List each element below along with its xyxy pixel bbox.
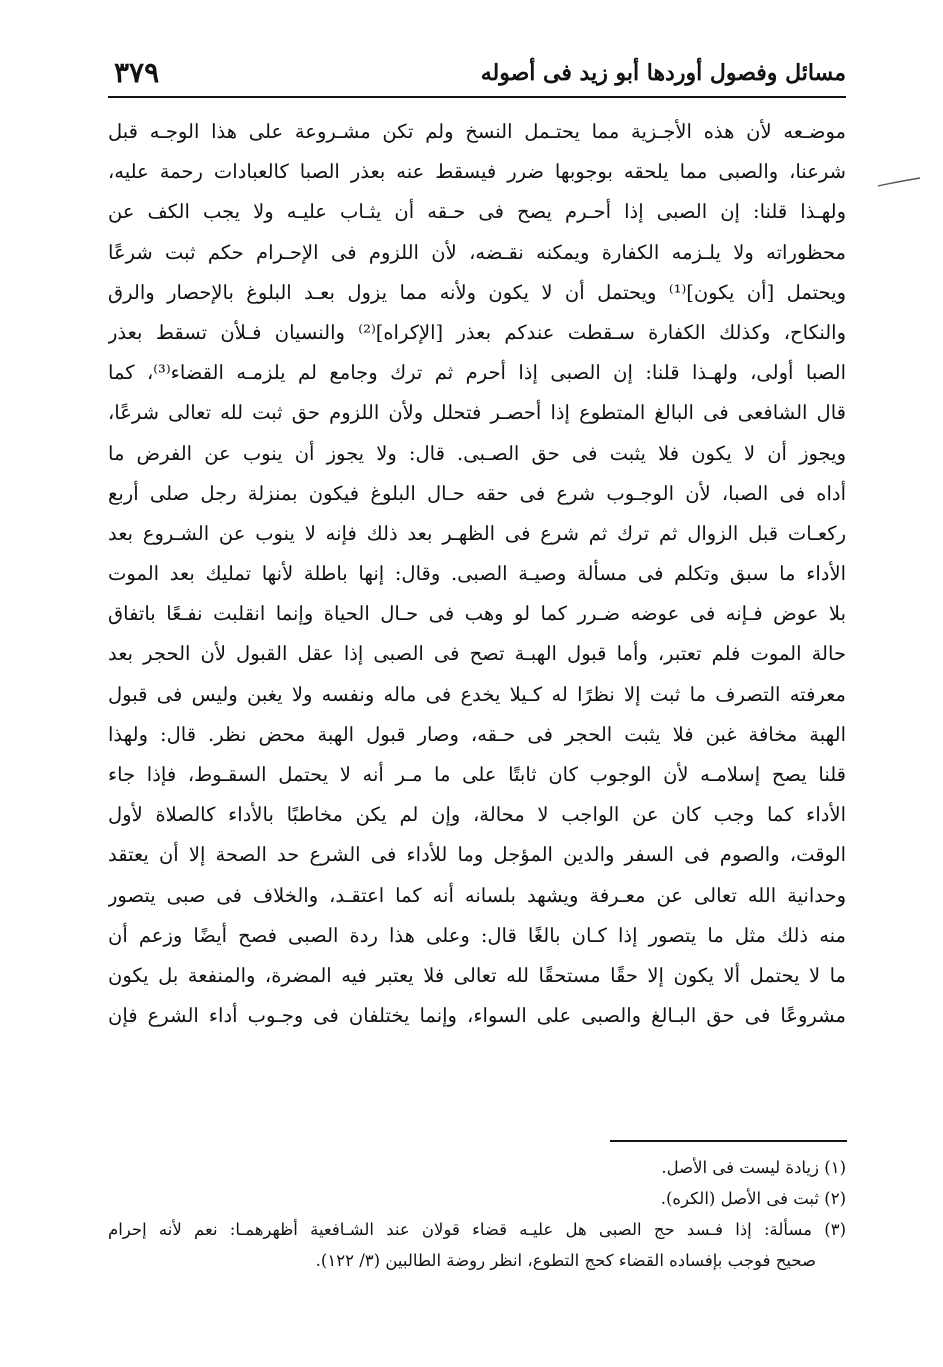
- body-line: شرعنا، والصبى مما يلحقه بوجوبها ضرر فيسقط عنه بعذر الصبا كالعبادات رحمة عليه،: [108, 160, 846, 184]
- body-line: منه ذلك مثل ما يتصور إذا كـان بالغًا قال: وعلى هذا ردة الصبى فصح أيضًا وزعم أن: [108, 923, 846, 947]
- body-line: الأداء ما سبق وتكلم فى مسألة وصيـة الصبى. وقال: إنها باطلة لأنها تمليك بعد الموت: [108, 562, 846, 586]
- margin-pen-mark: [876, 176, 922, 188]
- body-line: مشروعًا فى حق البـالغ والصبى على السواء، وإنما يختلفان فى وجـوب أداء الشرع فإن: [108, 1004, 846, 1028]
- body-text: [108, 112, 846, 1077]
- body-line: ركعـات قبل الزوال ثم ترك ثم شرع فى الظهـر بعد ذلك فإنه لا ينوب عن الشـروع بعد: [108, 521, 846, 545]
- body-line: ويحتمل [أن يكون]⁽¹⁾ ويحتمل أن لا يكون ولأنه مما يزول بعـد البلوغ بالإحصار والرق: [108, 280, 846, 304]
- footnotes: [108, 1152, 846, 1276]
- footnote-3: (٣) مسألة: إذا فـسد حج الصبى هل عليـه قضاء قولان عند الشـافعية أظهرهمـا: نعم لأنه إحرام: [108, 1220, 846, 1239]
- body-line: قلنا يصح إسلامـه لأن الوجوب كان ثابتًا على ما مـر أنه لا يحتمل السقـوط، فإذا جاء: [108, 763, 846, 786]
- body-line: ولهـذا قلنا: إن الصبى إذا أحـرم يصح فى حـقه أن يثـاب عليـه ولا يجب الكف عن: [108, 200, 846, 224]
- body-line: [108, 1036, 846, 1076]
- body-line: موضـعه لأن هذه الأجـزية مما يحتـمل النسخ ولم تكن مشـروعة على هذا الوجـه قبل: [108, 120, 846, 143]
- page-header: [108, 56, 846, 98]
- body-line: والنكاح، وكذلك الكفارة سـقطت عندكم بعذر [الإكراه]⁽²⁾ والنسيان فـلأن تسقط بعذر: [108, 320, 846, 344]
- footnote-3-continued: صحيح فوجب بإفساده القضاء كحج التطوع، انظر روضة الطالبين (٣/ ١٢٢).: [315, 1251, 816, 1270]
- body-line: الصبا أولى، ولهـذا قلنا: إن الصبى إذا أحرم ثم ترك وجامع لم يلزمـه القضاء⁽³⁾، كما: [108, 361, 846, 385]
- running-title: مسائل وفصول أوردها أبو زيد فى أصوله: [480, 60, 846, 86]
- body-line: ويجوز أن لا يكون فلا يثبت فى حق الصـبى. قال: ولا يجوز أن ينوب عن الفرض ما: [108, 441, 846, 465]
- body-line: الهبة مخافة غبن فلا يثبت الحجر فى حـقه، وصار قبول الهبة محض نظر. قال: ولهذا: [108, 722, 846, 746]
- footnote-1: (١) زيادة ليست فى الأصل.: [661, 1158, 846, 1177]
- body-line: بلا عوض فـإنه فى عوضه ضـرر كما لو وهب فى حـال الحياة وإنما انقلبت نفـعًا باتفاق: [108, 602, 846, 626]
- body-line: قال الشافعى فى البالغ المتطوع إذا أحصـر فتحلل ولأن اللزوم حق ثبت لله تعالى شرعًا،: [108, 401, 846, 425]
- footnote-2: (٢) ثبت فى الأصل (الكره).: [660, 1189, 846, 1208]
- body-line: الأداء كما وجب كان عن الواجب لا محالة، وإن لم يكن مخاطبًا بالأداء كالصلاة لأول: [108, 803, 846, 827]
- page-number: ٣٧٩: [114, 56, 160, 89]
- body-line: محظوراته ولا يلـزمه الكفارة ويمكنه نقـضه، لأن اللزوم فى الإحـرام حكم ثبت شرعًا: [108, 240, 846, 264]
- body-line: أداه فى الصبا، لأن الوجـوب شرع فى حقه حـال البلوغ فيكون بمنزلة رجل صلى أربع: [108, 481, 846, 505]
- footnote-separator: [610, 1140, 847, 1142]
- body-line: وحدانية الله تعالى عن معـرفة ويشهد بلسانه أنه كما اعتقـد، والخلاف فى صبى يتصور: [108, 883, 846, 907]
- body-line: معرفته التصرف ما ثبت إلا نظرًا له كـيلا يخدع فى ماله ونفسه ولا يغبن وليس فى قبول: [108, 682, 846, 706]
- body-line: حالة الموت فلم تعتبر، وأما قبول الهبـة تصح فى الصبى إذا عقل القبول لأن الحجر بعد: [108, 642, 846, 666]
- body-line: الوقت، والصوم فى السفر والدين المؤجل وما للأداء فى الشرع حد الصحة إلا أن يعتقد: [108, 843, 846, 867]
- body-line: ما لا يحتمل ألا يكون إلا حقًا مستحقًا لله تعالى فلا يعتبر فيه المضرة، والمنفعة بل يكون: [108, 963, 846, 987]
